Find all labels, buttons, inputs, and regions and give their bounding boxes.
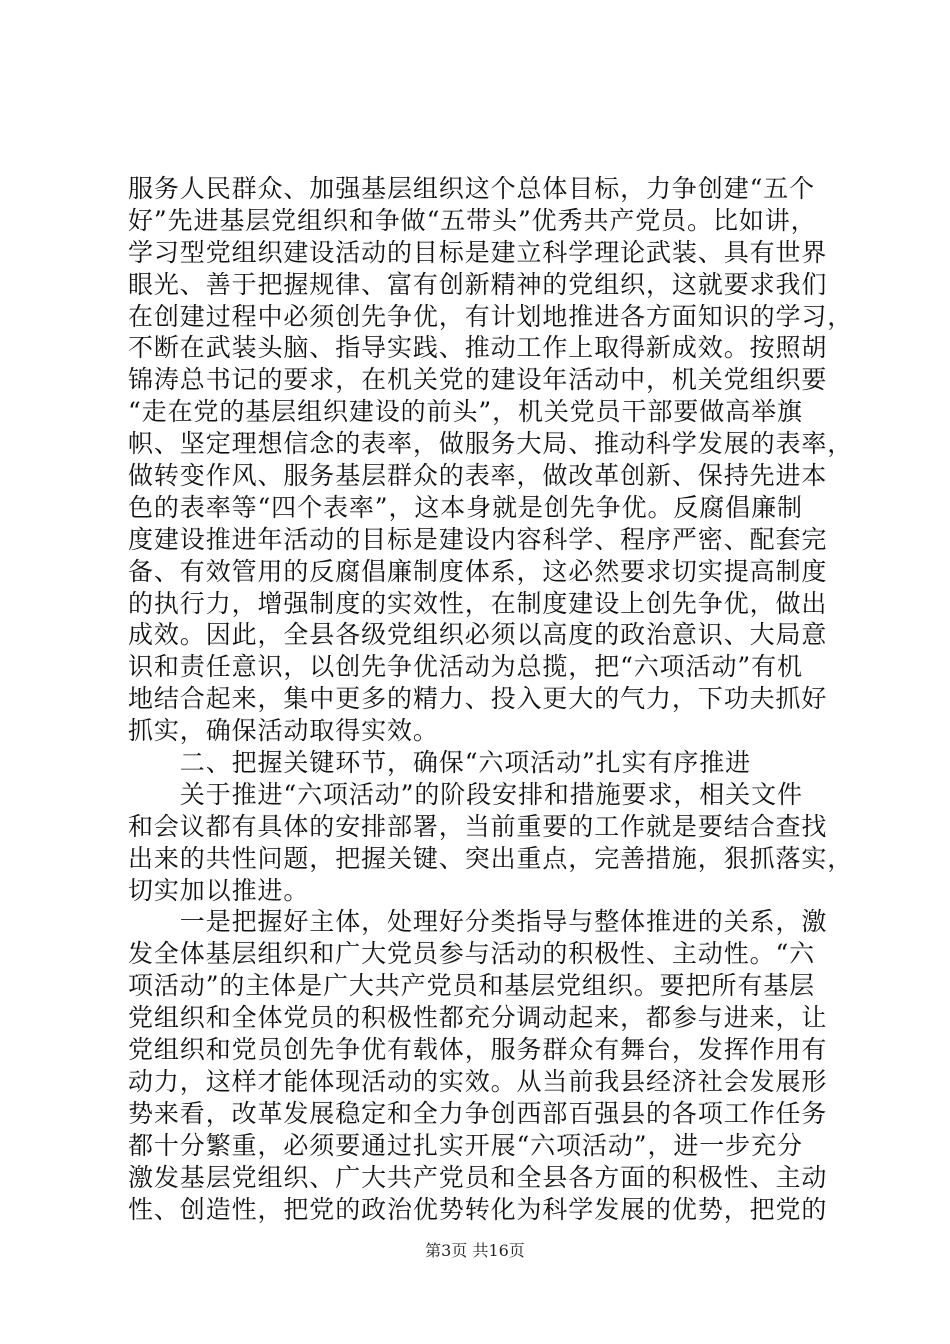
text-line: 锦涛总书记的要求，在机关党的建设年活动中，机关党组织要 <box>128 365 828 395</box>
text-line: 在创建过程中必须创先争优，有计划地推进各方面知识的学习， <box>128 301 854 331</box>
text-line: 眼光、善于把握规律、富有创新精神的党组织，这就要求我们 <box>128 269 828 299</box>
text-line: 度建设推进年活动的目标是建设内容科学、程序严密、配套完 <box>128 524 828 554</box>
text-line: 和会议都有具体的安排部署，当前重要的工作就是要结合查找 <box>128 811 828 841</box>
text-line: 都十分繁重，必须要通过扎实开展“六项活动”，进一步充分 <box>128 1130 803 1160</box>
text-line: 做转变作风、服务基层群众的表率，做改革创新、保持先进本 <box>128 461 828 491</box>
text-line: 的执行力，增强制度的实效性，在制度建设上创先争优，做出 <box>128 588 828 618</box>
text-line: 项活动”的主体是广大共产党员和基层党组织。要把所有基层 <box>128 971 816 1001</box>
text-line: 好”先进基层党组织和争做“五带头”优秀共产党员。比如讲， <box>128 205 817 235</box>
text-line: 动力，这样才能体现活动的实效。从当前我县经济社会发展形 <box>128 1066 828 1096</box>
text-line: 服务人民群众、加强基层组织这个总体目标，力争创建“五个 <box>128 174 816 203</box>
text-line: 党组织和党员创先争优有载体，服务群众有舞台，发挥作用有 <box>128 1035 828 1065</box>
text-line: 地结合起来，集中更多的精力、投入更大的气力，下功夫抓好 <box>128 684 828 714</box>
text-line: 党组织和全体党员的积极性都充分调动起来，都参与进来，让 <box>128 1003 828 1033</box>
text-line: 势来看，改革发展稳定和全力争创西部百强县的各项工作任务 <box>128 1098 828 1128</box>
document-body <box>128 173 854 1225</box>
text-line: 不断在武装头脑、指导实践、推动工作上取得新成效。按照胡 <box>128 333 828 363</box>
text-line: 抓实，确保活动取得实效。 <box>128 716 439 746</box>
text-line: 激发基层党组织、广大共产党员和全县各方面的积极性、主动 <box>128 1162 828 1192</box>
text-line: 帜、坚定理想信念的表率，做服务大局、推动科学发展的表率， <box>128 429 854 459</box>
text-line: “走在党的基层组织建设的前头”，机关党员干部要做高举旗 <box>128 397 803 427</box>
text-line: 成效。因此，全县各级党组织必须以高度的政治意识、大局意 <box>128 620 828 650</box>
text-line: 学习型党组织建设活动的目标是建立科学理论武装、具有世界 <box>128 237 828 267</box>
text-line: 色的表率等“四个表率”，这本身就是创先争优。反腐倡廉制 <box>128 492 803 522</box>
page-number-footer: 第3页 共16页 <box>425 1241 525 1260</box>
text-line: 关于推进“六项活动”的阶段安排和措施要求，相关文件 <box>128 779 803 809</box>
text-line: 识和责任意识，以创先争优活动为总揽，把“六项活动”有机 <box>128 652 803 682</box>
text-line: 发全体基层组织和广大党员参与活动的积极性、主动性。“六 <box>128 939 816 969</box>
text-line: 一是把握好主体，处理好分类指导与整体推进的关系，激 <box>128 907 828 937</box>
text-line: 切实加以推进。 <box>128 875 310 905</box>
text-line: 备、有效管用的反腐倡廉制度体系，这必然要求切实提高制度 <box>128 556 828 586</box>
section-heading: 二、把握关键环节，确保“六项活动”扎实有序推进 <box>128 748 752 778</box>
text-line: 性、创造性，把党的政治优势转化为科学发展的优势，把党的 <box>128 1194 828 1224</box>
text-line: 出来的共性问题，把握关键、突出重点，完善措施，狠抓落实， <box>128 843 854 873</box>
